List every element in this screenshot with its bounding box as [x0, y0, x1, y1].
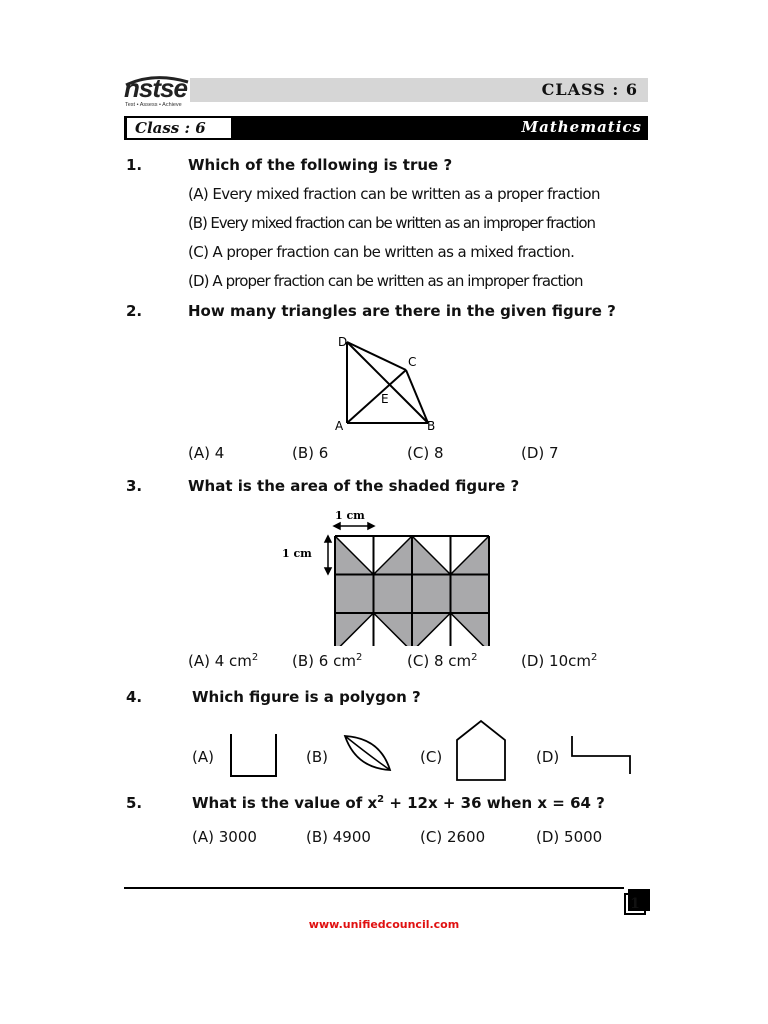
- page-number: 1: [624, 893, 646, 915]
- question-2-number: 2.: [126, 302, 143, 320]
- pentagon-figure: [452, 718, 512, 784]
- question-1-number: 1.: [126, 156, 143, 174]
- label-a: A: [335, 419, 344, 433]
- logo-tagline: Test • Assess • Achieve: [125, 102, 182, 108]
- question-5-option-a: (A) 3000: [192, 828, 257, 846]
- question-5-text: What is the value of $x^2 + 12x + 36$ when x = 64 ?: [192, 794, 605, 812]
- label-e: E: [381, 392, 389, 406]
- question-1-text: Which of the following is true ?: [188, 156, 453, 174]
- question-4-option-d-label: (D): [536, 748, 560, 766]
- logo-brand-text: nstse: [124, 73, 187, 103]
- question-4-number: 4.: [126, 688, 143, 706]
- label-c: C: [408, 355, 417, 369]
- question-2-option-b: (B) 6: [292, 444, 329, 462]
- question-3-option-c: (C) 8 $cm^2$: [407, 652, 478, 670]
- label-b: B: [427, 419, 436, 433]
- question-2-option-c: (C) 8: [407, 444, 444, 462]
- question-4-option-b-label: (B): [306, 748, 328, 766]
- question-2-option-d: (D) 7: [521, 444, 559, 462]
- question-4-option-a-label: (A): [192, 748, 214, 766]
- step-line-figure: [568, 732, 634, 778]
- class-label-box: Class : 6: [126, 117, 232, 139]
- class-title: CLASS : 6: [541, 80, 638, 99]
- question-1-option-c: (C) A proper fraction can be written as a mixed fraction.: [188, 243, 575, 261]
- question-5-option-b: (B) 4900: [306, 828, 371, 846]
- question-4-text: Which figure is a polygon ?: [192, 688, 421, 706]
- question-3-number: 3.: [126, 477, 143, 495]
- nstse-logo: [124, 73, 190, 110]
- question-5-option-c: (C) 2600: [420, 828, 486, 846]
- question-1-option-b: (B) Every mixed fraction can be written as an improper fraction: [188, 214, 595, 232]
- shaded-figure: [280, 504, 495, 646]
- question-3-option-d: (D) $10cm^2$: [521, 652, 598, 670]
- question-5-option-d: (D) 5000: [536, 828, 603, 846]
- question-3-text: What is the area of the shaded figure ?: [188, 477, 520, 495]
- label-d: D: [338, 335, 348, 349]
- question-1-option-d: (D) A proper fraction can be written as an improper fraction: [188, 272, 583, 290]
- class-header-bar: [190, 78, 648, 102]
- open-bracket-figure: [228, 732, 280, 780]
- triangle-figure: [330, 330, 450, 435]
- question-1-option-a: (A) Every mixed fraction can be written as a proper fraction: [188, 185, 600, 203]
- subject-title: Mathematics: [521, 118, 642, 136]
- curved-shape-figure: [340, 730, 396, 778]
- question-4-option-c-label: (C): [420, 748, 443, 766]
- height-label: 1 cm: [282, 547, 312, 560]
- question-2-text: How many triangles are there in the given figure ?: [188, 302, 616, 320]
- width-label: 1 cm: [335, 509, 365, 522]
- question-3-option-a: (A) 4 $cm^2$: [188, 652, 259, 670]
- question-5-number: 5.: [126, 794, 143, 812]
- question-3-option-b: (B) 6 $cm^2$: [292, 652, 363, 670]
- question-2-option-a: (A) 4: [188, 444, 225, 462]
- website-link[interactable]: www.unifiedcouncil.com: [308, 918, 460, 931]
- footer-divider: [124, 887, 624, 889]
